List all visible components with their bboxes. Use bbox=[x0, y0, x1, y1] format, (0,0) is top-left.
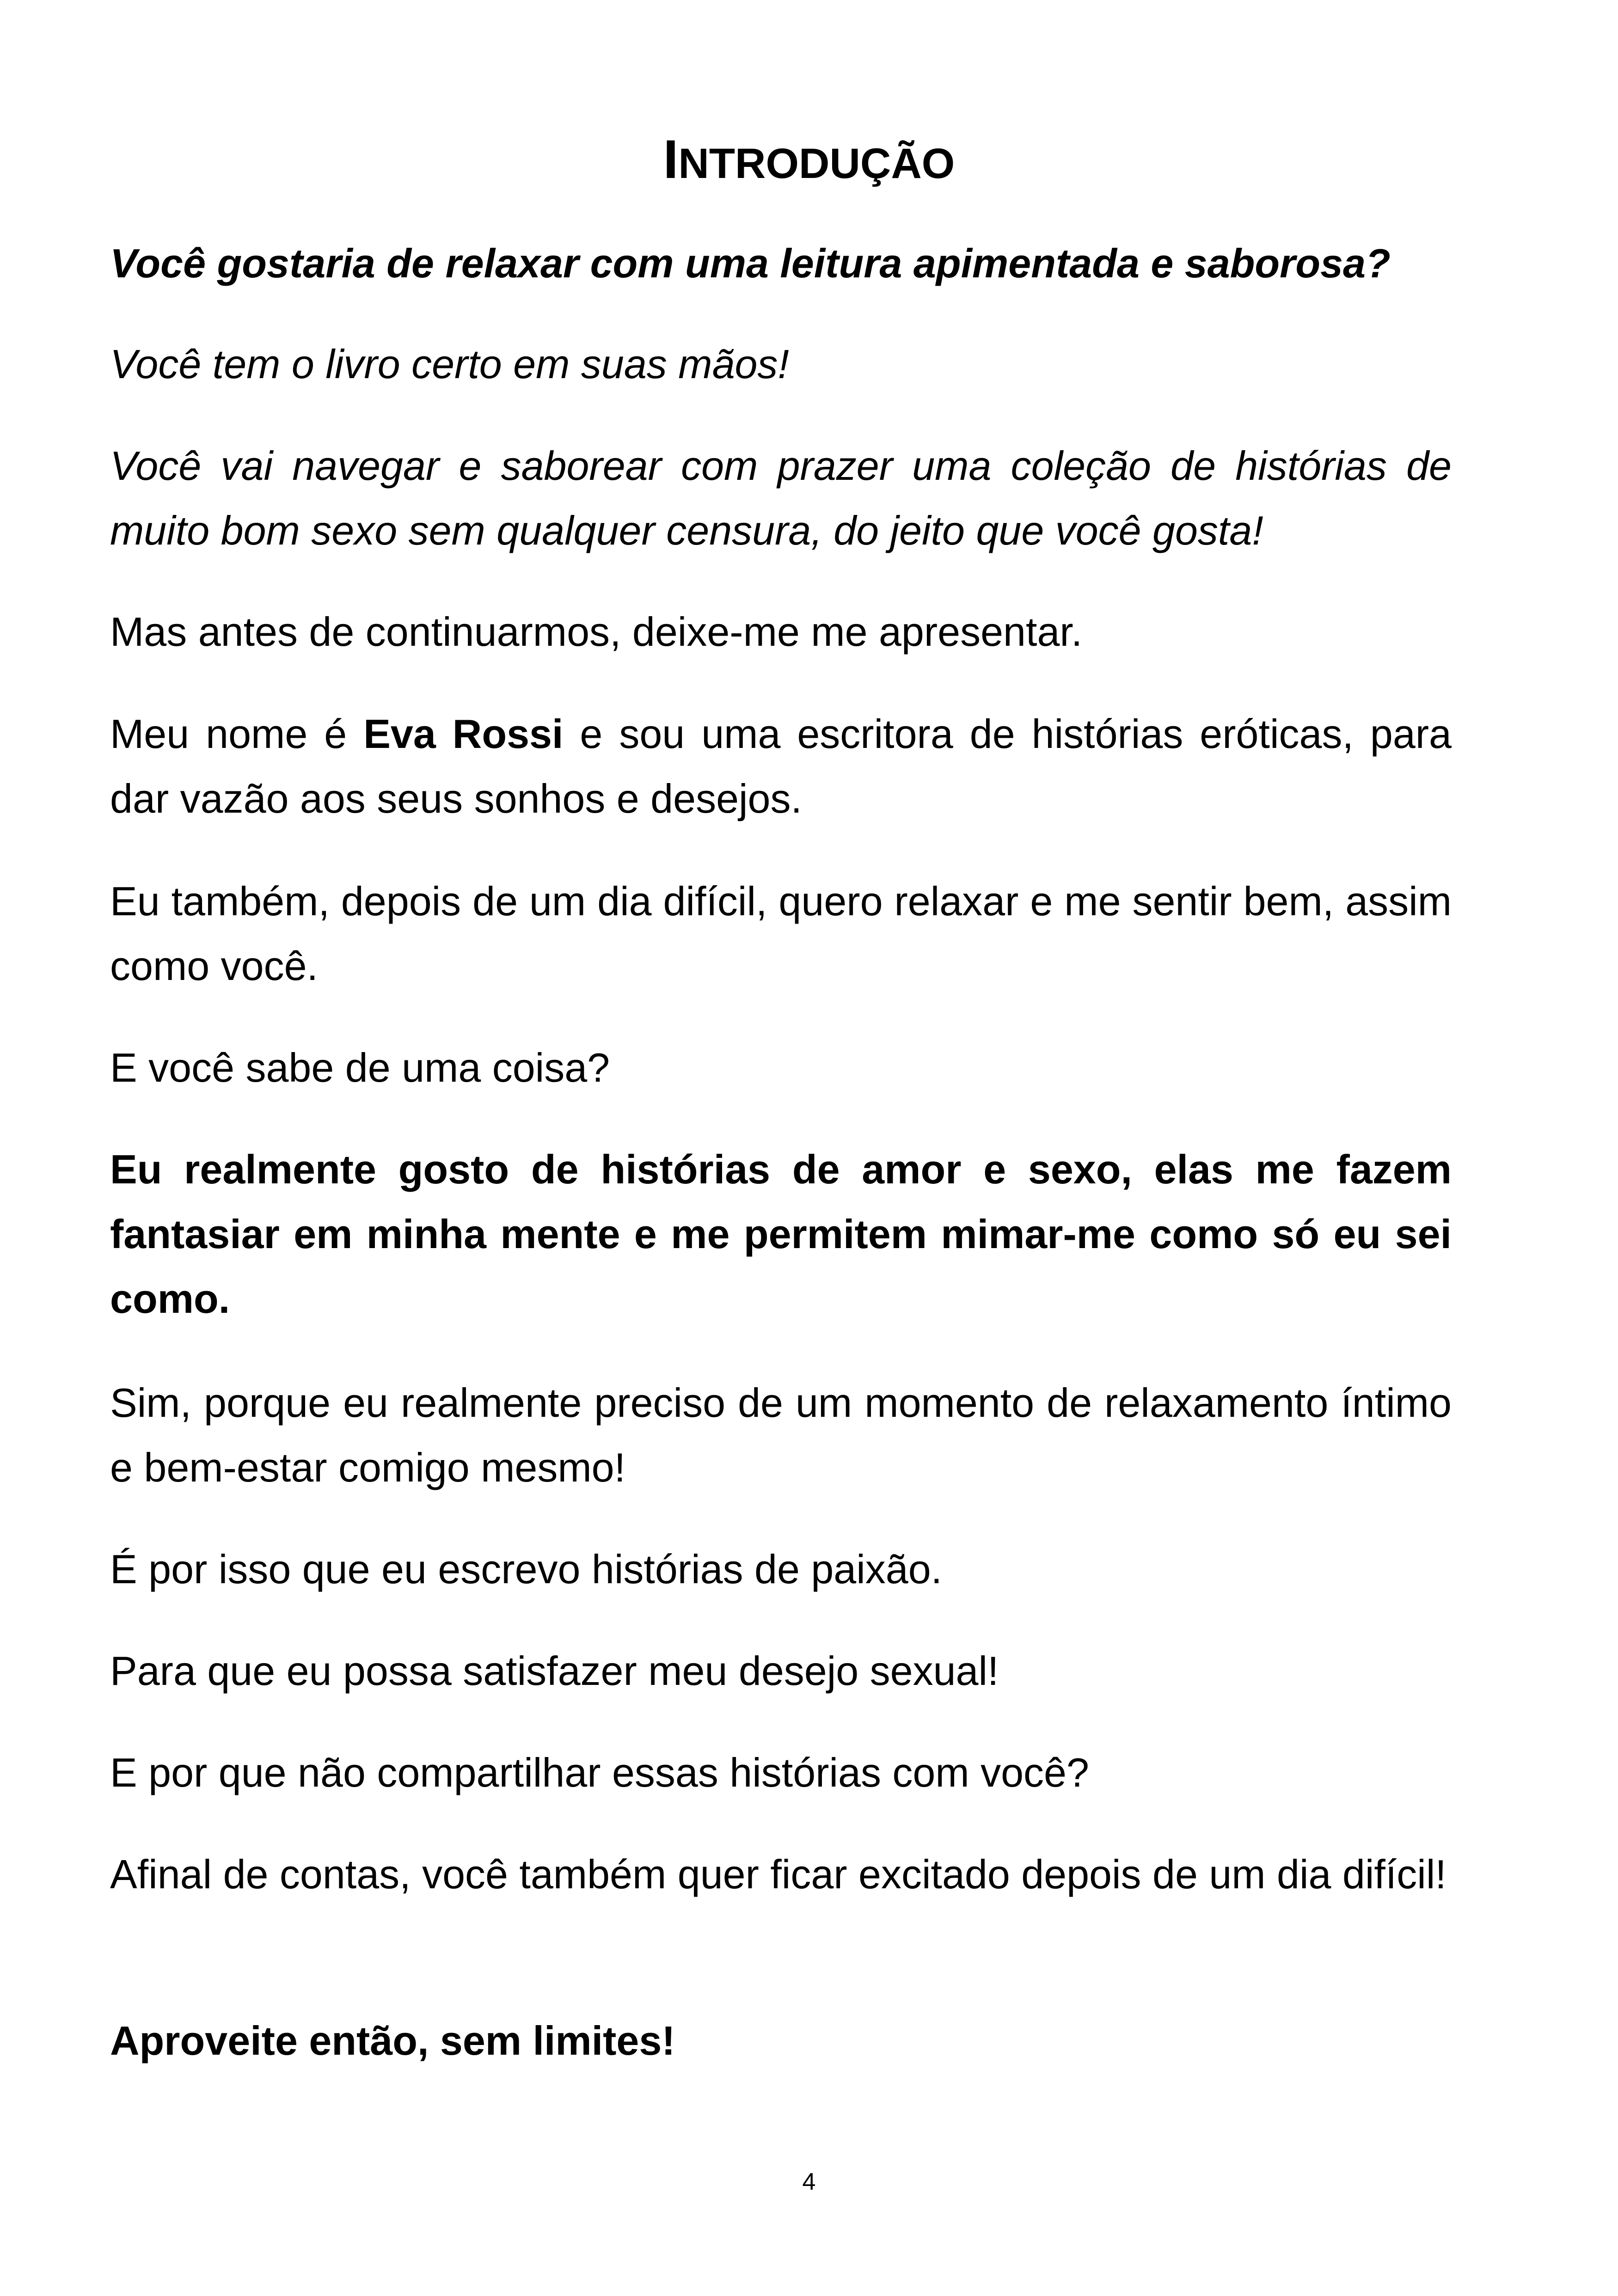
paragraph-4: Mas antes de continuarmos, deixe-me me apresentar. bbox=[110, 609, 1083, 655]
chapter-title-initial: I bbox=[663, 129, 679, 190]
paragraph-14: Aproveite então, sem limites! bbox=[110, 2018, 675, 2063]
paragraph-5 bbox=[110, 702, 1452, 831]
paragraph-2: Você tem o livro certo em suas mãos! bbox=[110, 341, 789, 387]
paragraph-13: Afinal de contas, você também quer ficar excitado depois de um dia difícil! bbox=[110, 1851, 1446, 1897]
paragraph-6: Eu também, depois de um dia difícil, quero relaxar e me sentir bem, assim como você. bbox=[110, 878, 1452, 989]
paragraph-9: Sim, porque eu realmente preciso de um momento de relaxamento íntimo e bem-estar comigo mesmo! bbox=[110, 1380, 1452, 1490]
chapter-title bbox=[0, 125, 1618, 198]
paragraph-12: E por que não compartilhar essas histórias com você? bbox=[110, 1750, 1089, 1795]
paragraph-5-start: Meu nome é bbox=[110, 711, 364, 757]
paragraph-11: Para que eu possa satisfazer meu desejo sexual! bbox=[110, 1648, 999, 1694]
page-number: 4 bbox=[802, 2168, 816, 2195]
paragraph-7: E você sabe de uma coisa? bbox=[110, 1045, 610, 1090]
paragraph-8: Eu realmente gosto de histórias de amor e sexo, elas me fazem fantasiar em minha mente e me permitem mimar-me como só eu sei como. bbox=[110, 1146, 1452, 1322]
paragraph-10: É por isso que eu escrevo histórias de paixão. bbox=[110, 1546, 943, 1592]
paragraph-5-end: e sou uma escritora de histórias eróticas, para dar vazão aos seus sonhos e desejos. bbox=[110, 711, 1452, 821]
chapter-title-rest: NTRODUÇÃO bbox=[678, 140, 955, 187]
paragraph-3: Você vai navegar e saborear com prazer uma coleção de histórias de muito bom sexo sem qualquer censura, do jeito que você gosta! bbox=[110, 443, 1452, 553]
paragraph-1: Você gostaria de relaxar com uma leitura apimentada e saborosa? bbox=[110, 240, 1391, 286]
author-name: Eva Rossi bbox=[363, 711, 564, 757]
